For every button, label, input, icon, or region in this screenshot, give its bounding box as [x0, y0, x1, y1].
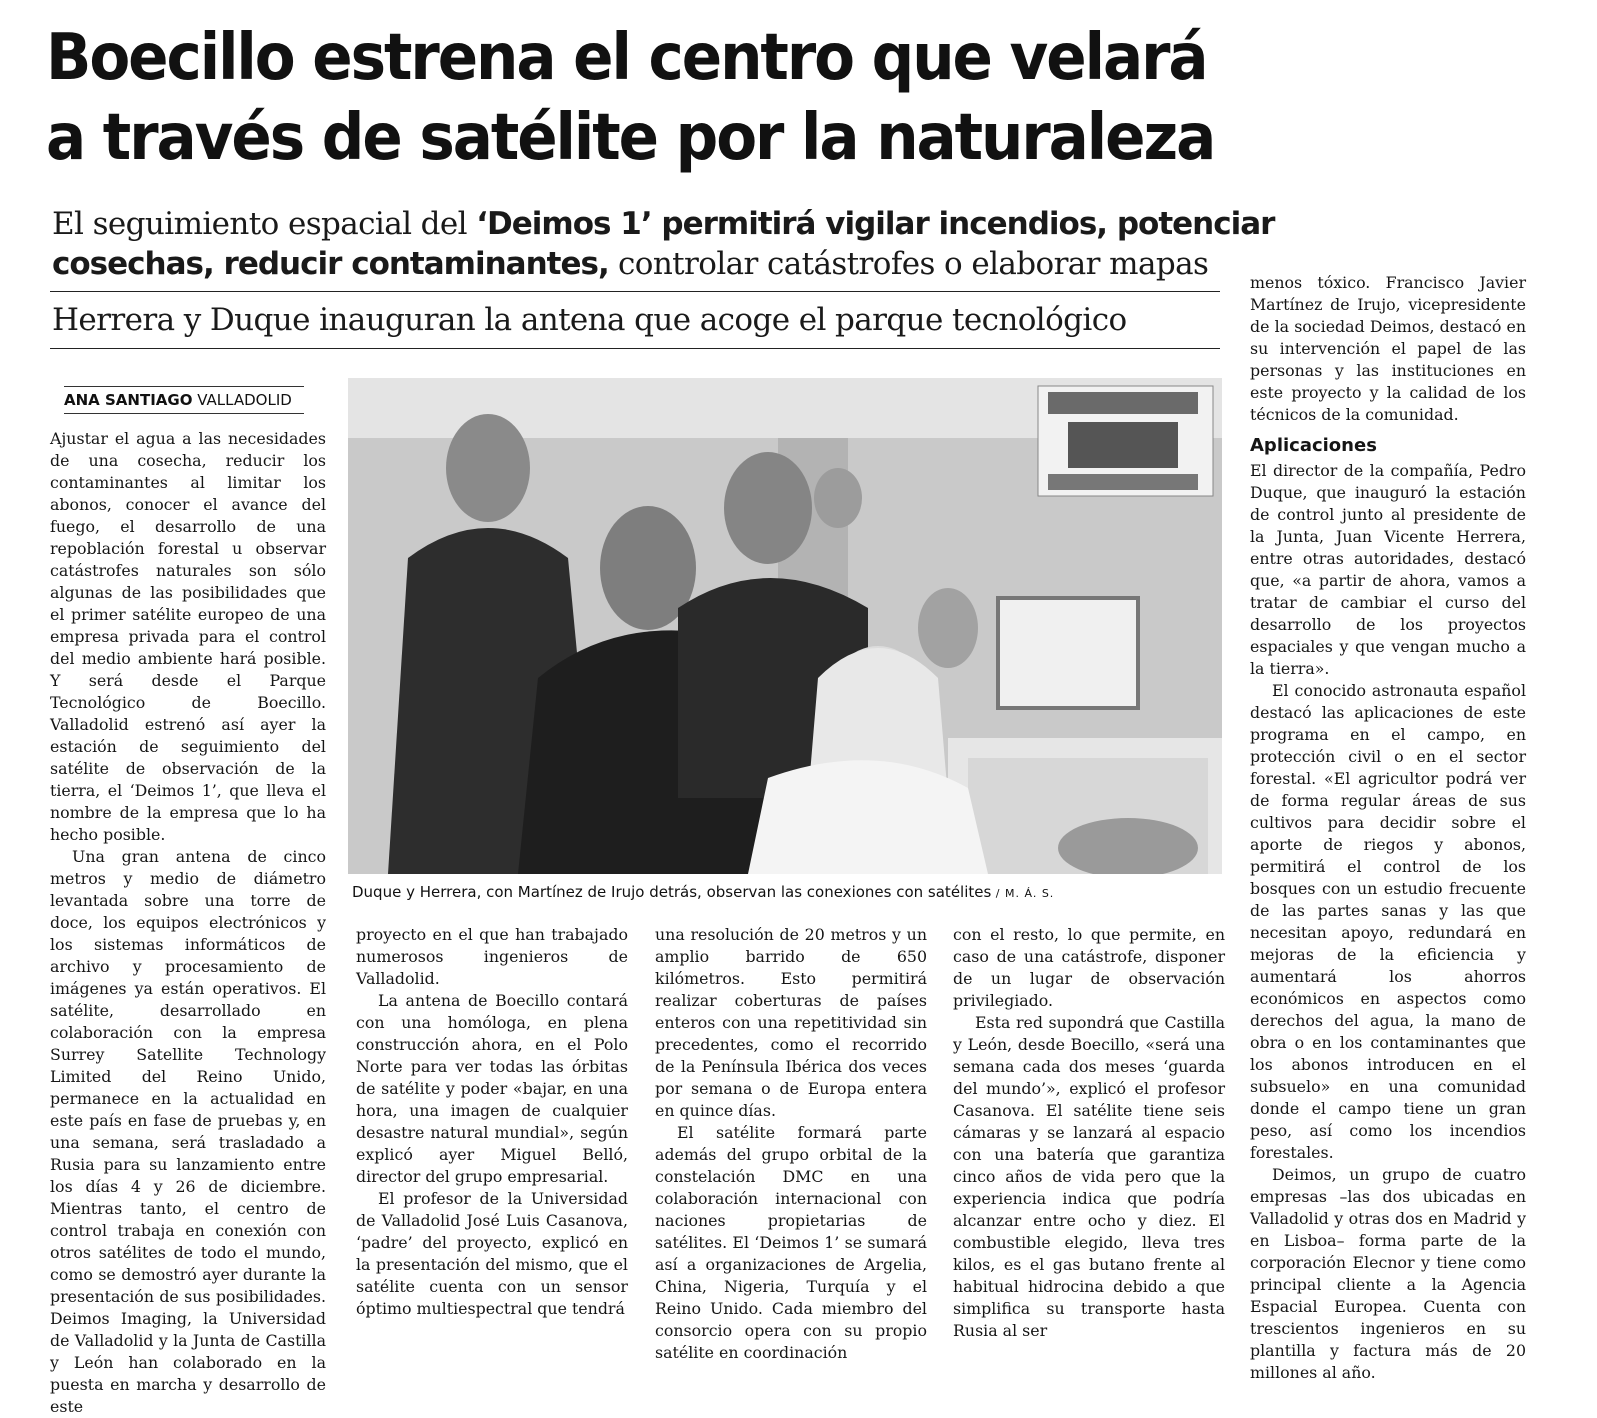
column-5: [1250, 272, 1526, 1384]
subhead-line1-regular: El seguimiento espacial del: [52, 206, 477, 242]
col4-paragraph-1: con el resto, lo que permite, en caso de una catástrofe, disponer de un lugar de observación privilegiado.: [953, 925, 1225, 1010]
col2-paragraph-3: El profesor de la Universidad de Valladolid José Luis Casanova, ‘padre’ del proyecto, explicó en la presentación del mismo, que el satélite cuenta con un sensor óptimo multiespectral que tendrá: [356, 1189, 628, 1318]
col1-paragraph-1: Ajustar el agua a las necesidades de una cosecha, reducir los contaminantes al limitar los abonos, conocer el avance del fuego, el desarrollo de una repoblación forestal u observar catástrofes naturales son sólo algunas de las posibilidades que el primer satélite europeo de una empresa privada para el control del medio ambiente hará posible. Y será desde el Parque Tecnológico de Boecillo. Valladolid estrenó así ayer la estación de seguimiento del satélite de observación de la tierra, el ‘Deimos 1’, que lleva el nombre de la empresa que lo ha hecho posible.: [50, 429, 326, 844]
col2-paragraph-2: La antena de Boecillo contará con una homóloga, en plena construcción ahora, en el Polo Norte para ver todas las órbitas de satélite y poder «bajar, en una hora, una imagen de cualquier desastre natural mundial», según explicó ayer Miguel Belló, director del grupo empresarial.: [356, 991, 628, 1186]
column-1: [50, 428, 326, 1418]
photo-caption: [352, 882, 1232, 904]
subhead-rule-top: [50, 291, 1220, 292]
byline: [64, 386, 304, 414]
second-subheadline: Herrera y Duque inauguran la antena que acoge el parque tecnológico: [52, 302, 1127, 338]
headline-line-1: Boecillo estrena el centro que velará: [46, 21, 1207, 95]
article-photo: [348, 378, 1222, 874]
subhead-rule-bottom: [50, 348, 1220, 349]
col3-paragraph-1: una resolución de 20 metros y un amplio barrido de 650 kilómetros. Esto permitirá realizar coberturas de países enteros con una repetitividad sin precedentes, como el recorrido de la Península Ibérica dos veces por semana o de Europa entera en quince días.: [655, 925, 927, 1120]
col3-paragraph-2: El satélite formará parte además del grupo orbital de la constelación DMC en una colaboración internacional con naciones propietarias de satélites. El ‘Deimos 1’ se sumará así a organizaciones de Argelia, China, Nigeria, Turquía y el Reino Unido. Cada miembro del consorcio opera con su propio satélite en coordinación: [655, 1123, 927, 1362]
subhead-line2-bold: cosechas, reducir contaminantes,: [52, 246, 609, 282]
col5-paragraph-1: menos tóxico. Francisco Javier Martínez de Irujo, vicepresidente de la sociedad Deimos, destacó en su intervención el papel de las personas y las instituciones en este proyecto y la calidad de los técnicos de la comunidad.: [1250, 273, 1526, 424]
headline-line-2: a través de satélite por la naturaleza: [46, 101, 1215, 175]
byline-location: VALLADOLID: [197, 391, 292, 409]
photo-caption-text: Duque y Herrera, con Martínez de Irujo detrás, observan las conexiones con satélites: [352, 883, 992, 901]
col4-paragraph-2: Esta red supondrá que Castilla y León, desde Boecillo, «será una semana cada dos meses ‘guarda del mundo’», explicó el profesor Casanova. El satélite tiene seis cámaras y se lanzará al espacio con una batería que garantiza cinco años de vida pero que la experiencia indica que podría alcanzar entre ocho y diez. El combustible elegido, lleva tres kilos, es el gas butano frente al habitual hidrocina debido a que simplifica su transporte hasta Rusia al ser: [953, 1013, 1225, 1340]
column-2: [356, 924, 628, 1320]
photo-illustration: [348, 378, 1222, 874]
subhead-line1-bold: ‘Deimos 1’ permitirá vigilar incendios, potenciar: [476, 206, 1275, 242]
col5-paragraph-3: El conocido astronauta español destacó las aplicaciones de este programa en el campo, en protección civil o en el sector forestal. «El agricultor podrá ver de forma regular áreas de sus cultivos para decidir sobre el aporte de riegos y abonos, permitirá el control de los bosques con un estudio frecuente de las partes sanas y las que necesitan apoyo, redundará en mejoras de la eficiencia y aumentará los ahorros económicos en aspectos como derechos del agua, la mano de obra o en los contaminantes que los abonos introducen en el subsuelo» en una comunidad donde el campo tiene un gran peso, así como los incendios forestales.: [1250, 681, 1526, 1162]
col5-paragraph-4: Deimos, un grupo de cuatro empresas –las dos ubicadas en Valladolid y otras dos en Madrid y en Lisboa– forma parte de la corporación Elecnor y tiene como principal cliente a la Agencia Espacial Europea. Cuenta con trescientos ingenieros en su plantilla y factura más de 20 millones al año.: [1250, 1165, 1526, 1382]
section-heading-aplicaciones: Aplicaciones: [1250, 435, 1377, 456]
col1-paragraph-2: Una gran antena de cinco metros y medio de diámetro levantada sobre una torre de doce, los equipos electrónicos y los sistemas informáticos de archivo y procesamiento de imágenes ya están operativos. El satélite, desarrollado en colaboración con la empresa Surrey Satellite Technology Limited del Reino Unido, permanece en la actualidad en este país en fase de pruebas y, en una semana, será trasladado a Rusia para su lanzamiento entre los días 4 y 26 de diciembre. Mientras tanto, el centro de control trabaja en conexión con otros satélites de todo el mundo, como se demostró ayer durante la presentación de sus posibilidades. Deimos Imaging, la Universidad de Valladolid y la Junta de Castilla y León han colaborado en la puesta en marcha y desarrollo de este: [50, 847, 326, 1416]
photo-credit: / M. Á. S.: [991, 887, 1055, 900]
byline-author: ANA SANTIAGO: [64, 391, 193, 409]
headline: [46, 18, 1215, 178]
col2-paragraph-1: proyecto en el que han trabajado numerosos ingenieros de Valladolid.: [356, 925, 628, 988]
column-4: [953, 924, 1225, 1342]
subhead-line2-regular: controlar catástrofes o elaborar mapas: [608, 246, 1209, 282]
col5-paragraph-2: El director de la compañía, Pedro Duque, que inauguró la estación de control junto al presidente de la Junta, Juan Vicente Herrera, entre otras autoridades, destacó que, «a partir de ahora, vamos a tratar de cambiar el curso del desarrollo de los proyectos espaciales y que vengan mucho a la tierra».: [1250, 461, 1526, 678]
subheadline: [52, 204, 1275, 284]
column-3: [655, 924, 927, 1364]
